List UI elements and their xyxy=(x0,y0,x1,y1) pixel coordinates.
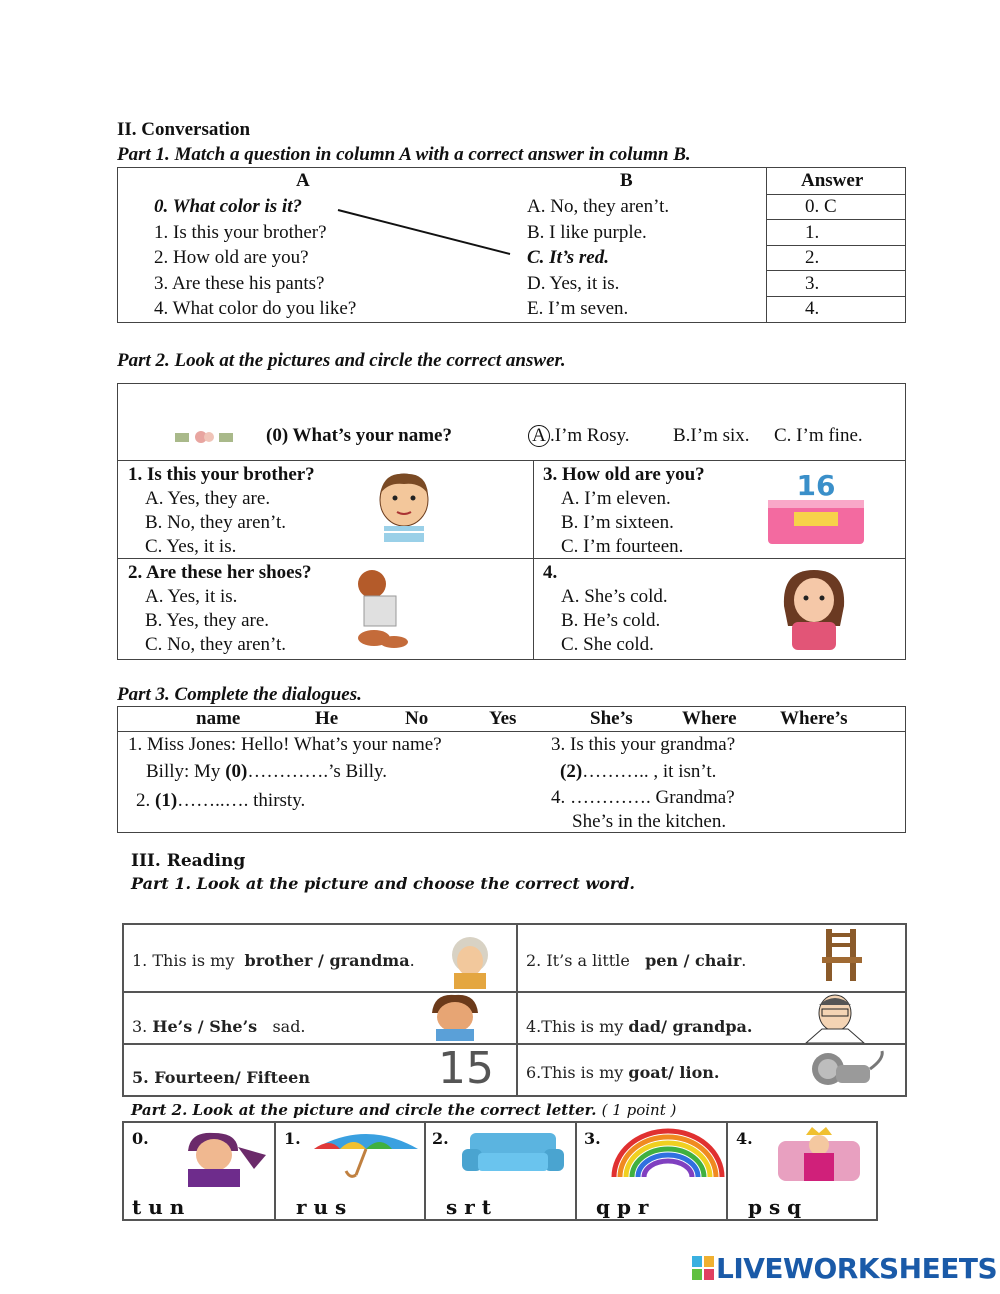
picture-quiz xyxy=(117,383,906,660)
q4-option-b[interactable]: B. He’s cold. xyxy=(561,610,661,631)
q3-option-a[interactable]: A. I’m eleven. xyxy=(561,488,671,509)
example-match-line xyxy=(118,168,766,323)
q4-option-c[interactable]: C. She cold. xyxy=(561,634,654,655)
part2-instruction: Part 2. Look at the pictures and circle the correct answer. xyxy=(117,350,566,371)
option-a: A. No, they aren’t. xyxy=(527,196,670,217)
queen-picture xyxy=(774,1125,864,1183)
number-fifteen: 15 xyxy=(438,1043,494,1094)
q1-title: 1. Is this your brother? xyxy=(128,464,315,485)
liveworksheets-logo[interactable] xyxy=(692,1252,998,1286)
option-d: D. Yes, it is. xyxy=(527,273,620,294)
word-no: No xyxy=(405,708,429,729)
cell3-letters[interactable]: q p r xyxy=(596,1195,649,1219)
q2-option-c[interactable]: C. No, they aren’t. xyxy=(145,634,287,655)
circle-mark-icon: A xyxy=(528,425,550,447)
question-4: 4. What color do you like? xyxy=(154,298,357,319)
q3-option-c[interactable]: C. I’m fourteen. xyxy=(561,536,684,557)
example-answer-c: C. I’m fine. xyxy=(774,425,863,446)
girl-shoes-picture xyxy=(344,566,424,652)
item1-text: 1. This is my brother / grandma. xyxy=(132,951,415,970)
word-shes: She’s xyxy=(590,708,633,729)
item3-text: 3. He’s / She’s sad. xyxy=(132,1017,306,1036)
logo-icon xyxy=(692,1256,714,1280)
word-name: name xyxy=(196,708,241,729)
word-he: He xyxy=(315,708,339,729)
cell3-number: 3. xyxy=(584,1129,601,1148)
item5-text: 5. Fourteen/ Fifteen xyxy=(132,1068,310,1087)
answer-2[interactable]: 2. xyxy=(805,247,820,268)
word-yes: Yes xyxy=(489,708,517,729)
example-answer-a: A .I’m Rosy. xyxy=(528,425,630,447)
answer-header: Answer xyxy=(801,170,864,191)
option-c: C. It’s red. xyxy=(527,247,609,268)
grandpa-picture xyxy=(802,993,868,1043)
answer-0: 0. C xyxy=(805,196,837,217)
example-answer-b: B.I’m six. xyxy=(673,425,750,446)
item2-text: 2. It’s a little pen / chair. xyxy=(526,951,747,970)
cell2-letters[interactable]: s r t xyxy=(446,1195,491,1219)
cake-number: 16 xyxy=(796,469,836,502)
question-2: 2. How old are you? xyxy=(154,247,309,268)
dialogue1-line1: 1. Miss Jones: Hello! What’s your name? xyxy=(128,734,442,755)
part3-instruction: Part 3. Complete the dialogues. xyxy=(117,684,362,705)
birthday-cake-picture xyxy=(764,462,868,548)
rainbow-picture xyxy=(610,1127,726,1179)
option-b: B. I like purple. xyxy=(527,222,647,243)
item4-text: 4.This is my dad/ grandpa. xyxy=(526,1017,753,1036)
dialogue-box xyxy=(117,706,906,833)
cell2-number: 2. xyxy=(432,1129,449,1148)
q3-option-b[interactable]: B. I’m sixteen. xyxy=(561,512,674,533)
q2-option-a[interactable]: A. Yes, it is. xyxy=(145,586,238,607)
column-b-header: B xyxy=(620,170,633,191)
q4-title: 4. xyxy=(543,562,558,583)
sofa-picture xyxy=(458,1129,568,1177)
example-question: (0) What’s your name? xyxy=(266,425,452,446)
logo-text: LIVEWORKSHEETS xyxy=(716,1252,998,1285)
question-3: 3. Are these his pants? xyxy=(154,273,325,294)
chair-picture xyxy=(816,927,868,983)
item6-text: 6.This is my goat/ lion. xyxy=(526,1063,720,1082)
cell0-letters[interactable]: t u n xyxy=(132,1195,185,1219)
cell0-number: 0. xyxy=(132,1129,149,1148)
reading-heading: III. Reading xyxy=(131,851,246,871)
girl-picture xyxy=(158,1129,270,1187)
column-a-header: A xyxy=(296,170,310,191)
umbrella-picture xyxy=(310,1127,422,1179)
dialogue4-line1[interactable]: 4. …………. Grandma? xyxy=(551,787,735,808)
lion-picture xyxy=(804,1049,888,1091)
reading-part1-instruction: Part 1. Look at the picture and choose the correct word. xyxy=(131,874,635,893)
letter-circle-table xyxy=(122,1121,878,1221)
question-1: 1. Is this your brother? xyxy=(154,222,327,243)
cold-girl-picture xyxy=(774,566,854,650)
q3-title: 3. How old are you? xyxy=(543,464,705,485)
part1-instruction: Part 1. Match a question in column A with a correct answer in column B. xyxy=(117,144,691,165)
sad-boy-picture xyxy=(424,993,486,1041)
flowers-icon xyxy=(173,430,235,444)
word-where: Where xyxy=(682,708,737,729)
grandma-picture xyxy=(440,933,500,989)
q1-option-b[interactable]: B. No, they aren’t. xyxy=(145,512,287,533)
cell4-letters[interactable]: p s q xyxy=(748,1195,802,1219)
dialogue3-line2[interactable]: (2)……….. , it isn’t. xyxy=(560,761,717,782)
q1-option-a[interactable]: A. Yes, they are. xyxy=(145,488,271,509)
dialogue3-line1: 3. Is this your grandma? xyxy=(551,734,736,755)
answer-3[interactable]: 3. xyxy=(805,273,820,294)
answer-4[interactable]: 4. xyxy=(805,298,820,319)
section-heading: II. Conversation xyxy=(117,119,251,140)
q2-option-b[interactable]: B. Yes, they are. xyxy=(145,610,270,631)
reading-part2-instruction: Part 2. Look at the picture and circle the correct letter. ( 1 point ) xyxy=(131,1101,677,1119)
boy-picture xyxy=(364,470,444,542)
cell1-letters[interactable]: r u s xyxy=(296,1195,347,1219)
q4-option-a[interactable]: A. She’s cold. xyxy=(561,586,668,607)
matching-table xyxy=(117,167,906,323)
cell1-number: 1. xyxy=(284,1129,301,1148)
question-0: 0. What color is it? xyxy=(154,196,302,217)
cell4-number: 4. xyxy=(736,1129,753,1148)
dialogue1-line2: Billy: My (0)………….’s Billy. xyxy=(146,761,388,782)
dialogue4-line2: She’s in the kitchen. xyxy=(572,811,727,832)
reading-part1-table xyxy=(122,923,907,1097)
word-wheres: Where’s xyxy=(780,708,848,729)
q2-title: 2. Are these her shoes? xyxy=(128,562,312,583)
answer-column xyxy=(766,168,906,323)
dialogue2-line[interactable]: 2. (1)……..…. thirsty. xyxy=(136,790,306,811)
answer-1[interactable]: 1. xyxy=(805,222,820,243)
option-e: E. I’m seven. xyxy=(527,298,629,319)
q1-option-c[interactable]: C. Yes, it is. xyxy=(145,536,237,557)
